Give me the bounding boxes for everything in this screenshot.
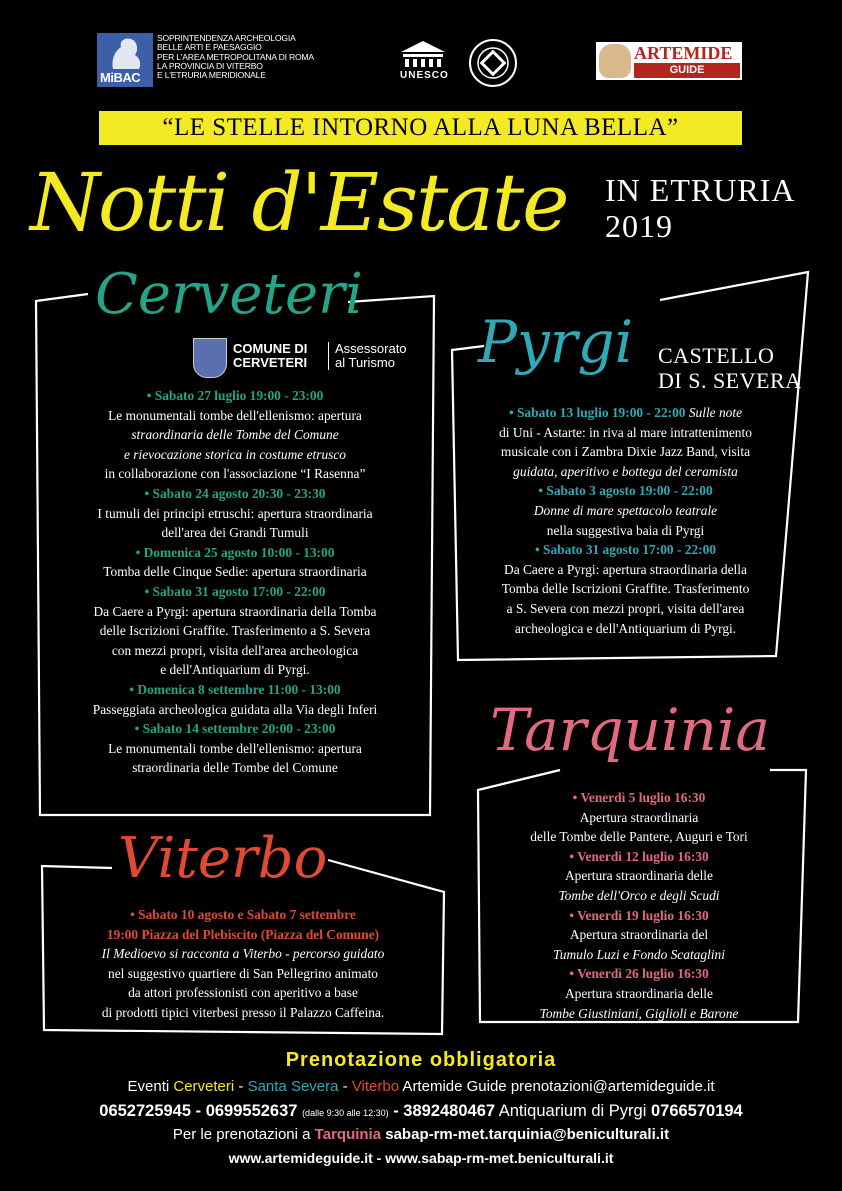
castello-line: DI S. SEVERA	[658, 368, 802, 393]
event-text: Passeggiata archeologica guidata alla Via degli Inferi	[92, 701, 378, 717]
event-date: • Venerdì 19 luglio 16:30	[569, 907, 709, 923]
tarquinia-label: Tarquinia	[314, 1126, 382, 1143]
event-text: Da Caere a Pyrgi: apertura straordinaria della Tomba	[93, 603, 377, 619]
artemide-name: ARTEMIDE	[634, 43, 733, 63]
comune-name-line: COMUNE DI	[233, 341, 308, 356]
event-date: • Sabato 31 agosto 17:00 - 22:00	[144, 583, 326, 599]
comune-cerveteri-logo	[193, 338, 423, 378]
event-text: archeologica e dell'Antiquarium di Pyrgi.	[514, 620, 737, 636]
event-text: e rievocazione storica in costume etrusco	[123, 446, 346, 462]
viterbo-heading: Viterbo	[118, 826, 328, 891]
events-prefix: Eventi	[127, 1078, 170, 1095]
phone-hours: (dalle 9:30 alle 12:30)	[302, 1108, 389, 1118]
antiquarium-label: Antiquarium di Pyrgi	[495, 1102, 651, 1120]
event-text: Tombe Giustiniani, Giglioli e Barone	[539, 1005, 739, 1021]
event-text: Sulle note	[685, 405, 743, 420]
separator: -	[338, 1078, 352, 1095]
event-text: delle Iscrizioni Graffite. Trasferimento a S. Severa	[99, 623, 371, 639]
subtitle-line: IN ETRURIA	[605, 172, 796, 208]
event-text: e dell'Antiquarium di Pyrgi.	[160, 662, 310, 678]
separator: -	[234, 1078, 248, 1095]
event-text: Apertura straordinaria delle	[565, 985, 713, 1001]
websites[interactable]: www.artemideguide.it - www.sabap-rm-met.beniculturali.it	[228, 1150, 614, 1166]
event-date: • Sabato 14 settembre 20:00 - 23:00	[134, 721, 336, 737]
soprintendenza-line: SOPRINTENDENZA ARCHEOLOGIA	[157, 33, 296, 43]
events-cerveteri: Cerveteri	[173, 1078, 235, 1095]
pyrgi-heading: Pyrgi	[478, 308, 634, 376]
artemide-sub: GUIDE	[634, 63, 740, 78]
event-text: I tumuli dei principi etruschi: apertura straordinaria	[97, 505, 373, 521]
event-text: Tombe dell'Orco e degli Scudi	[558, 887, 720, 903]
event-date: • Sabato 24 agosto 20:30 - 23:30	[144, 485, 326, 501]
comune-name-line: CERVETERI	[233, 355, 308, 370]
booking-email[interactable]: Artemide Guide prenotazioni@artemideguide.it	[399, 1078, 715, 1095]
unesco-label: UNESCO	[400, 70, 449, 81]
event-text: nella suggestiva baia di Pyrgi	[546, 522, 705, 538]
viterbo-events	[44, 905, 442, 1023]
event-text: a S. Severa con mezzi propri, visita dell'area	[506, 600, 745, 616]
event-date: • Sabato 27 luglio 19:00 - 23:00	[146, 388, 324, 403]
assessorato-line: al Turismo	[335, 355, 395, 370]
event-text: Le monumentali tombe dell'ellenismo: apertura	[108, 407, 362, 423]
event-text: Il Medioevo si racconta a Viterbo - percorso guidato	[101, 946, 385, 962]
event-text: dell'area dei Grandi Tumuli	[161, 525, 309, 541]
event-text: Apertura straordinaria delle	[565, 868, 713, 884]
event-text: con mezzi propri, visita dell'area archeologica	[111, 642, 359, 658]
booking-phones	[0, 1102, 842, 1121]
event-text: delle Tombe delle Pantere, Auguri e Tori	[530, 829, 748, 845]
event-text: Tumulo Luzi e Fondo Scataglini	[553, 946, 725, 962]
tarquinia-email[interactable]: sabap-rm-met.tarquinia@beniculturali.it	[385, 1126, 670, 1143]
event-text: musicale con i Zambra Dixie Jazz Band, visita	[500, 444, 751, 460]
event-text: Apertura straordinaria del	[569, 927, 709, 943]
tarquinia-prefix: Per le prenotazioni a	[172, 1126, 311, 1143]
events-santa-severa: Santa Severa	[247, 1078, 339, 1095]
event-text: straordinaria delle Tombe del Comune	[132, 760, 338, 776]
event-text: straordinaria delle Tombe del Comune	[131, 427, 339, 443]
event-date: • Venerdì 12 luglio 16:30	[569, 848, 709, 864]
event-date: • Sabato 3 agosto 19:00 - 22:00	[538, 483, 713, 499]
event-date: • Sabato 10 agosto e Sabato 7 settembre	[130, 907, 356, 922]
antiquarium-phone[interactable]: 0766570194	[650, 1102, 743, 1120]
event-date: • Domenica 8 settembre 11:00 - 13:00	[129, 681, 341, 697]
soprintendenza-line: E L'ETRURIA MERIDIONALE	[157, 70, 266, 81]
phone-numbers[interactable]: 0652725945 - 0699552637	[99, 1102, 298, 1120]
event-date: • Sabato 13 luglio 19:00 - 22:00	[508, 405, 686, 420]
soprintendenza-line: BELLE ARTI E PAESAGGIO	[157, 42, 262, 53]
event-text: da attori professionisti con aperitivo a base	[128, 985, 358, 1001]
event-date: • Sabato 31 agosto 17:00 - 22:00	[535, 542, 716, 558]
event-text: in collaborazione con l'associazione “I Rasenna”	[104, 466, 366, 482]
poster-title: Notti d'Estate	[30, 156, 568, 249]
event-text: Apertura straordinaria	[579, 809, 699, 825]
castello-line: CASTELLO	[658, 343, 775, 368]
event-text: Tomba delle Iscrizioni Graffite. Trasferimento	[501, 581, 750, 597]
event-date: • Venerdì 5 luglio 16:30	[572, 790, 706, 805]
quote-banner: “LE STELLE INTORNO ALLA LUNA BELLA”	[99, 111, 742, 145]
pyrgi-events	[458, 403, 793, 638]
booking-tarquinia	[0, 1126, 842, 1143]
mibac-label: MiBAC	[100, 70, 141, 85]
event-text: Da Caere a Pyrgi: apertura straordinaria della	[504, 561, 747, 577]
assessorato-line: Assessorato	[335, 341, 407, 356]
event-text: di Uni - Astarte: in riva al mare intrattenimento	[499, 424, 752, 440]
events-viterbo: Viterbo	[351, 1078, 400, 1095]
cerveteri-heading: Cerveteri	[95, 262, 363, 327]
cerveteri-events	[40, 386, 430, 778]
subtitle-year: 2019	[605, 208, 673, 244]
soprintendenza-line: LA PROVINCIA DI VITERBO	[157, 60, 263, 71]
tarquinia-events	[480, 788, 798, 1023]
cerveteri-crest-icon	[193, 338, 227, 378]
tarquinia-heading: Tarquinia	[490, 696, 771, 764]
event-first-line	[458, 403, 793, 423]
event-text: nel suggestivo quartiere di San Pellegrino animato	[108, 965, 378, 981]
event-text: Le monumentali tombe dell'ellenismo: apertura	[108, 740, 362, 756]
event-text: di prodotti tipici viterbesi presso il Palazzo Caffeina.	[101, 1004, 385, 1020]
comune-name	[233, 342, 307, 370]
event-text: guidata, aperitivo e bottega del ceramista	[513, 463, 738, 479]
booking-line-events	[0, 1078, 842, 1095]
event-date: • Venerdì 26 luglio 16:30	[569, 966, 709, 982]
booking-title: Prenotazione obbligatoria	[285, 1049, 557, 1071]
castello-label	[658, 343, 802, 393]
assessorato-label	[328, 342, 407, 370]
soprintendenza-line: PER L'AREA METROPOLITANA DI ROMA	[157, 51, 314, 62]
phone-number[interactable]: - 3892480467	[388, 1102, 496, 1120]
event-text: Donne di mare spettacolo teatrale	[533, 502, 718, 518]
event-text: Tomba delle Cinque Sedie: apertura straordinaria	[103, 564, 367, 580]
event-date: • Domenica 25 agosto 10:00 - 13:00	[135, 544, 335, 560]
event-time-place: 19:00 Piazza del Plebiscito (Piazza del Comune)	[106, 926, 380, 942]
